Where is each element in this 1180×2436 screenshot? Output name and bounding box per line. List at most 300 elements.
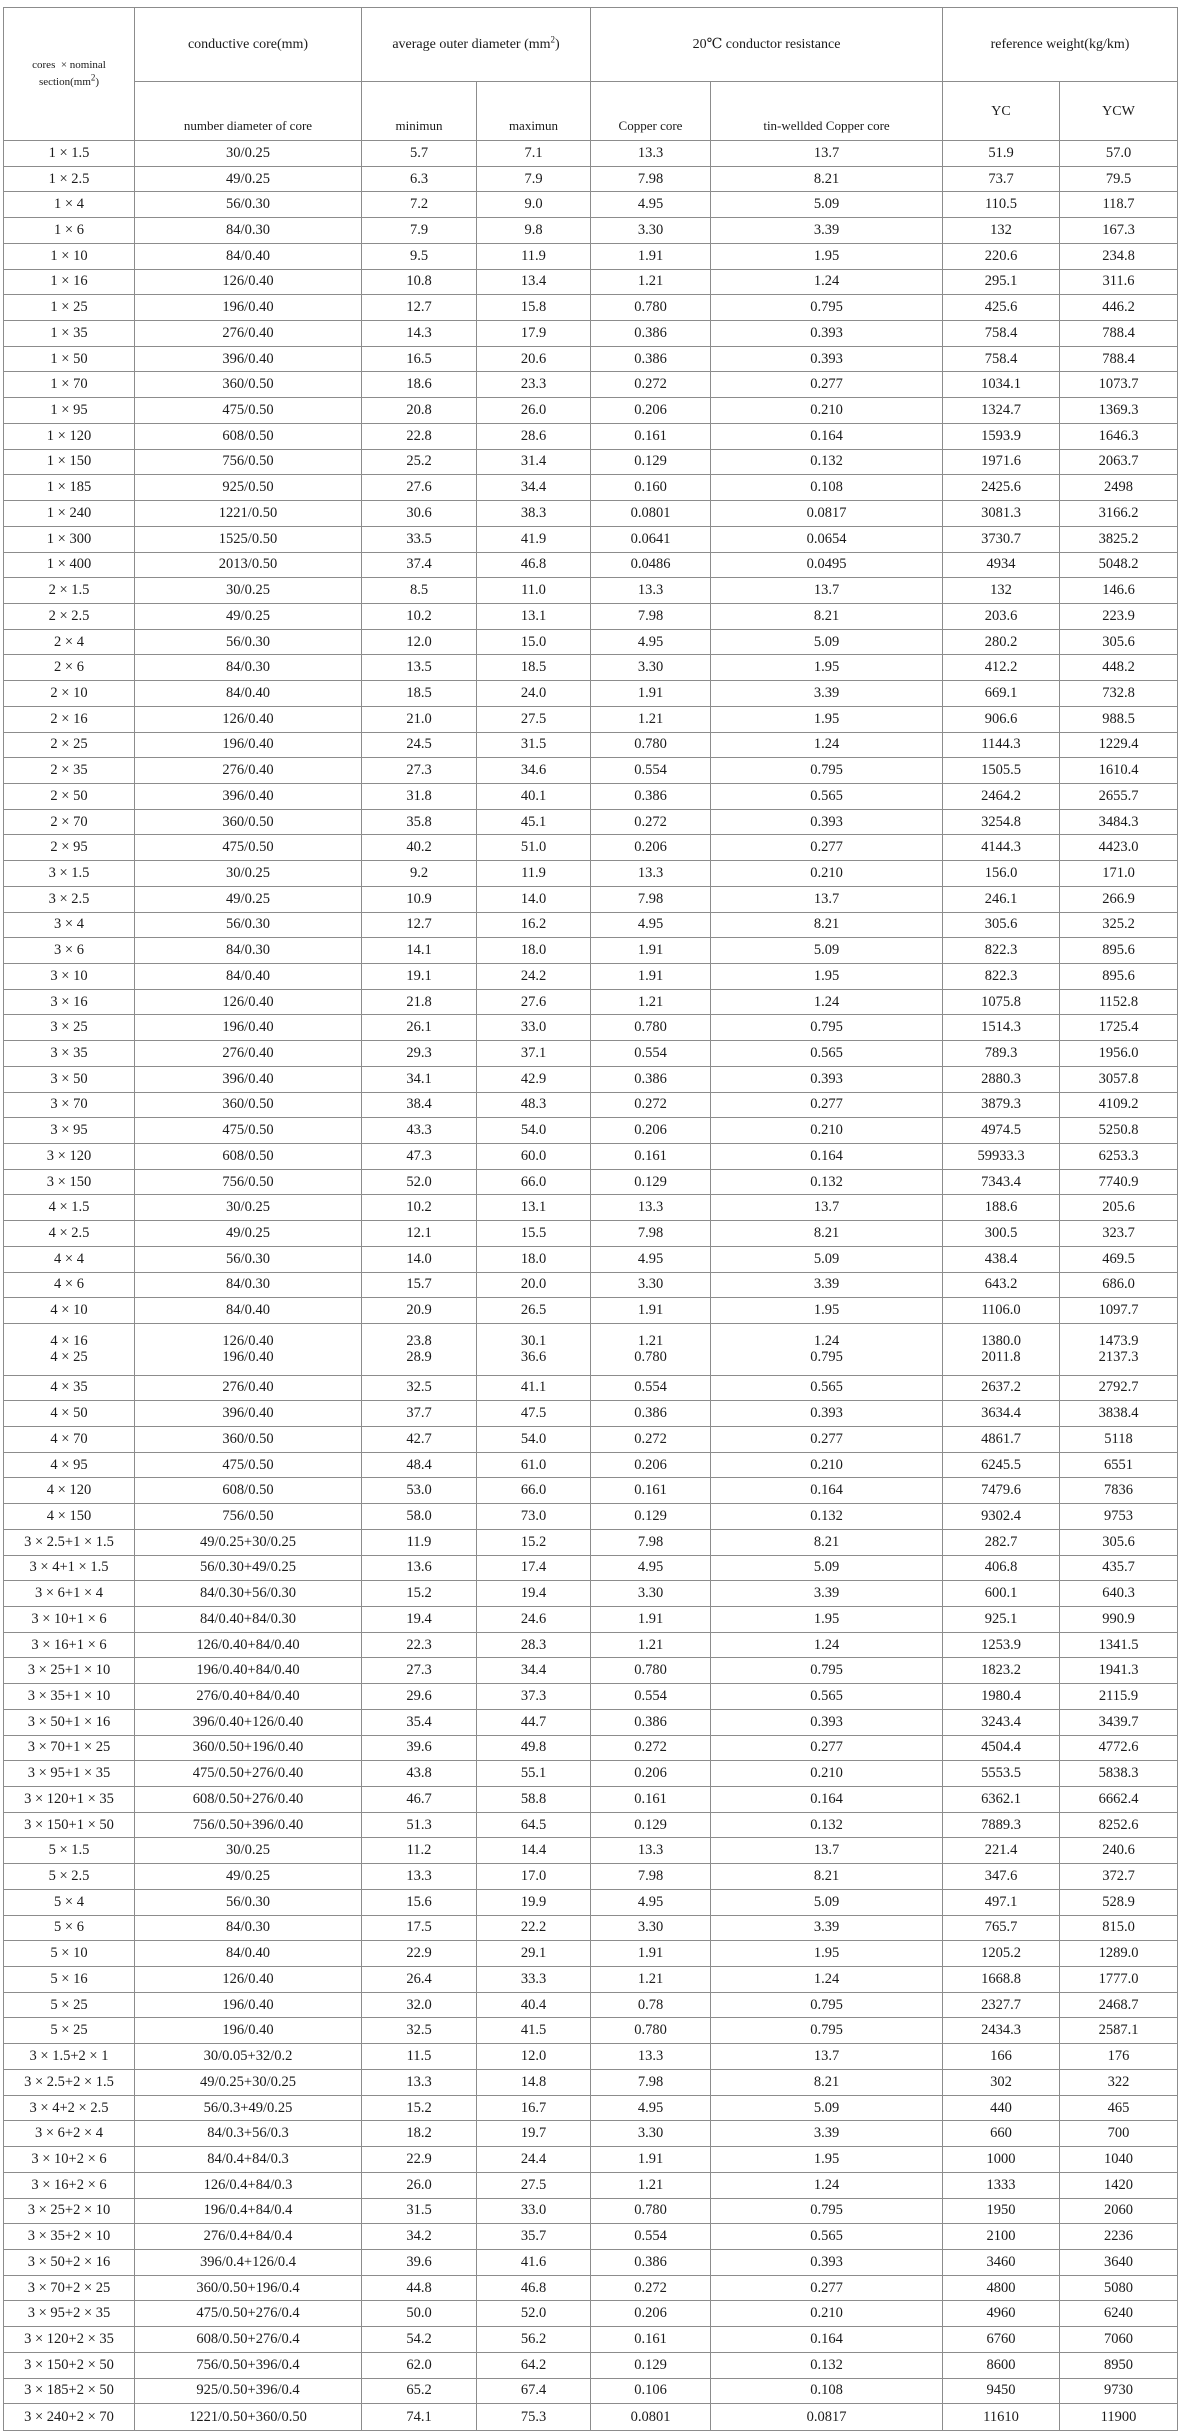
cell-weight-yc: 1505.5 (943, 758, 1060, 784)
cell-core-diameter: 49/0.25 (135, 603, 362, 629)
cell-copper-resistance: 1.21 (591, 706, 711, 732)
cell-core-diameter: 925/0.50 (135, 475, 362, 501)
cell-weight-yc: 438.4 (943, 1246, 1060, 1272)
cell-tin-resistance: 13.7 (711, 141, 943, 167)
cell-max-diameter: 19.9 (477, 1889, 591, 1915)
cell-core-diameter: 1221/0.50 (135, 501, 362, 527)
cell-weight-yc: 4960 (943, 2301, 1060, 2327)
cell-max-diameter: 7.1 (477, 141, 591, 167)
cell-core-diameter: 276/0.40 (135, 321, 362, 347)
table-row (4, 1709, 1178, 1735)
cell-weight-ycw: 146.6 (1060, 578, 1178, 604)
table-row (4, 758, 1178, 784)
cell-tin-resistance: 13.7 (711, 1195, 943, 1221)
cell-weight-yc: 3879.3 (943, 1092, 1060, 1118)
cell-core-diameter: 276/0.40+84/0.40 (135, 1684, 362, 1710)
cell-cores-section: 1 × 300 (4, 526, 135, 552)
cell-min-diameter: 13.3 (362, 2069, 477, 2095)
cell-weight-yc: 2464.2 (943, 783, 1060, 809)
cell-tin-resistance: 1.24 (711, 732, 943, 758)
cell-copper-resistance: 0.554 (591, 1375, 711, 1401)
cell-max-diameter: 48.3 (477, 1092, 591, 1118)
cell-weight-yc: 347.6 (943, 1864, 1060, 1890)
header-ycw: YCW (1060, 82, 1178, 141)
cell-cores-section: 3 × 120+1 × 35 (4, 1787, 135, 1813)
cell-core-diameter: 925/0.50+396/0.4 (135, 2378, 362, 2404)
cell-min-diameter: 15.2 (362, 1581, 477, 1607)
cell-min-diameter: 7.2 (362, 192, 477, 218)
cell-weight-yc: 1205.2 (943, 1941, 1060, 1967)
cell-min-diameter: 27.3 (362, 1658, 477, 1684)
table-row (4, 1246, 1178, 1272)
cell-min-diameter: 54.2 (362, 2327, 477, 2353)
cell-tin-resistance: 0.164 (711, 1478, 943, 1504)
cell-max-diameter: 34.4 (477, 1658, 591, 1684)
table-row (4, 1401, 1178, 1427)
cell-copper-resistance: 4.95 (591, 1246, 711, 1272)
cell-weight-ycw: 6253.3 (1060, 1144, 1178, 1170)
cell-weight-ycw: 435.7 (1060, 1555, 1178, 1581)
table-row (4, 861, 1178, 887)
cell-cores-section: 1 × 400 (4, 552, 135, 578)
cell-cores-section: 2 × 95 (4, 835, 135, 861)
cell-cores-section: 5 × 16 (4, 1967, 135, 1993)
cell-min-diameter: 10.9 (362, 886, 477, 912)
cell-cores-section: 2 × 2.5 (4, 603, 135, 629)
cell-weight-yc: 3243.4 (943, 1709, 1060, 1735)
cell-max-diameter: 54.0 (477, 1118, 591, 1144)
cell-weight-ycw: 2236 (1060, 2224, 1178, 2250)
cell-max-diameter: 15.5 (477, 1221, 591, 1247)
cell-weight-yc: 4861.7 (943, 1426, 1060, 1452)
cell-weight-yc: 220.6 (943, 243, 1060, 269)
cell-tin-resistance: 1.24 (711, 2172, 943, 2198)
cell-core-diameter: 56/0.30 (135, 912, 362, 938)
table-row (4, 321, 1178, 347)
cell-max-diameter: 11.9 (477, 243, 591, 269)
cell-max-diameter: 64.2 (477, 2352, 591, 2378)
cell-core-diameter: 475/0.50+276/0.40 (135, 1761, 362, 1787)
cell-cores-section: 3 × 6+1 × 4 (4, 1581, 135, 1607)
cell-weight-yc: 6245.5 (943, 1452, 1060, 1478)
cell-weight-ycw: 3640 (1060, 2249, 1178, 2275)
cell-copper-resistance: 0.161 (591, 2327, 711, 2353)
cell-max-diameter: 45.1 (477, 809, 591, 835)
table-row (4, 243, 1178, 269)
table-row (4, 809, 1178, 835)
cell-cores-section: 5 × 25 (4, 2018, 135, 2044)
cell-cores-section: 3 × 25+2 × 10 (4, 2198, 135, 2224)
cell-cores-section: 3 × 16 (4, 989, 135, 1015)
cell-cores-section: 4 × 70 (4, 1426, 135, 1452)
header-maximum: maximun (477, 82, 591, 141)
cell-weight-ycw: 5080 (1060, 2275, 1178, 2301)
cell-max-diameter: 26.0 (477, 398, 591, 424)
cell-weight-ycw: 234.8 (1060, 243, 1178, 269)
cell-weight-yc: 669.1 (943, 681, 1060, 707)
cell-min-diameter: 22.3 (362, 1632, 477, 1658)
cell-max-diameter: 33.0 (477, 2198, 591, 2224)
cell-core-diameter: 396/0.4+126/0.4 (135, 2249, 362, 2275)
cell-weight-yc: 412.2 (943, 655, 1060, 681)
cell-weight-ycw: 5048.2 (1060, 552, 1178, 578)
cell-tin-resistance: 0.132 (711, 1504, 943, 1530)
cell-cores-section: 3 × 240+2 × 70 (4, 2404, 135, 2431)
cell-tin-resistance: 0.108 (711, 2378, 943, 2404)
cell-min-diameter: 15.2 (362, 2095, 477, 2121)
table-row (4, 886, 1178, 912)
cell-cores-section: 5 × 6 (4, 1915, 135, 1941)
cell-cores-section: 3 × 16+1 × 6 (4, 1632, 135, 1658)
cell-tin-resistance: 8.21 (711, 1221, 943, 1247)
cell-weight-yc: 300.5 (943, 1221, 1060, 1247)
cell-weight-ycw: 1941.3 (1060, 1658, 1178, 1684)
cell-core-diameter: 30/0.05+32/0.2 (135, 2044, 362, 2070)
cell-core-diameter: 56/0.30 (135, 629, 362, 655)
cell-copper-resistance: 0.554 (591, 1684, 711, 1710)
cell-weight-ycw: 240.6 (1060, 1838, 1178, 1864)
cell-min-diameter: 32.5 (362, 1375, 477, 1401)
cell-copper-resistance: 0.129 (591, 1812, 711, 1838)
cell-core-diameter: 84/0.3+56/0.3 (135, 2121, 362, 2147)
cell-max-diameter: 41.9 (477, 526, 591, 552)
cell-copper-resistance: 4.95 (591, 629, 711, 655)
cell-core-diameter: 396/0.40 (135, 1066, 362, 1092)
cell-copper-resistance: 7.98 (591, 2069, 711, 2095)
cell-copper-resistance: 13.3 (591, 578, 711, 604)
cell-weight-yc: 7343.4 (943, 1169, 1060, 1195)
table-row (4, 912, 1178, 938)
cell-core-diameter: 56/0.30 (135, 1889, 362, 1915)
cell-max-diameter: 24.2 (477, 964, 591, 990)
cell-tin-resistance: 13.7 (711, 1838, 943, 1864)
cell-weight-yc: 1144.3 (943, 732, 1060, 758)
cell-copper-resistance: 0.161 (591, 1787, 711, 1813)
cell-min-diameter: 47.3 (362, 1144, 477, 1170)
cell-min-diameter: 14.0 (362, 1246, 477, 1272)
cell-min-diameter: 26.1 (362, 1015, 477, 1041)
cell-core-diameter: 84/0.40 (135, 243, 362, 269)
cell-weight-yc: 9450 (943, 2378, 1060, 2404)
table-row (4, 2404, 1178, 2431)
cell-weight-yc: 906.6 (943, 706, 1060, 732)
cell-min-diameter: 31.5 (362, 2198, 477, 2224)
table-row (4, 706, 1178, 732)
cell-core-diameter: 126/0.40 (135, 1967, 362, 1993)
cell-tin-resistance: 5.09 (711, 938, 943, 964)
cell-tin-resistance: 0.565 (711, 2224, 943, 2250)
cell-cores-section: 1 × 50 (4, 346, 135, 372)
header-average-outer-diameter: average outer diameter $(mm^2)$ (362, 8, 591, 82)
cell-copper-resistance: 0.0641 (591, 526, 711, 552)
cell-tin-resistance: 8.21 (711, 603, 943, 629)
cell-min-diameter: 13.3 (362, 1864, 477, 1890)
cell-weight-yc: 73.7 (943, 166, 1060, 192)
cell-weight-ycw: 3166.2 (1060, 501, 1178, 527)
cell-min-diameter: 5.7 (362, 141, 477, 167)
cell-weight-yc: 1971.6 (943, 449, 1060, 475)
cell-weight-yc: 1593.9 (943, 423, 1060, 449)
cell-min-diameter: 26.0 (362, 2172, 477, 2198)
cell-core-diameter: 475/0.50 (135, 835, 362, 861)
cell-weight-ycw: 3484.3 (1060, 809, 1178, 835)
cell-max-diameter: 19.7 (477, 2121, 591, 2147)
cell-tin-resistance: 1.95 (711, 243, 943, 269)
cell-weight-yc: 3254.8 (943, 809, 1060, 835)
cell-cores-section: 3 × 150 (4, 1169, 135, 1195)
cell-copper-resistance: 7.98 (591, 1529, 711, 1555)
cell-weight-ycw: 6551 (1060, 1452, 1178, 1478)
table-row (4, 2044, 1178, 2070)
cell-cores-section: 4 × 120 (4, 1478, 135, 1504)
cell-weight-ycw: 1152.8 (1060, 989, 1178, 1015)
table-row (4, 1915, 1178, 1941)
cell-min-diameter: 44.8 (362, 2275, 477, 2301)
cell-weight-ycw: 5838.3 (1060, 1761, 1178, 1787)
cell-min-diameter: 13.6 (362, 1555, 477, 1581)
cell-max-diameter: 13.4 (477, 269, 591, 295)
cell-core-diameter: 360/0.50 (135, 372, 362, 398)
table-header (4, 8, 1178, 141)
cell-tin-resistance: 8.21 (711, 2069, 943, 2095)
cell-weight-yc: 4144.3 (943, 835, 1060, 861)
cell-tin-resistance: 1.24 (711, 989, 943, 1015)
cell-copper-resistance: 0.780 (591, 1658, 711, 1684)
cell-tin-resistance: 0.393 (711, 809, 943, 835)
cell-weight-yc: 302 (943, 2069, 1060, 2095)
cell-min-diameter: 12.7 (362, 295, 477, 321)
cell-cores-section: 1 × 16 (4, 269, 135, 295)
cell-tin-resistance: 0.795 (711, 2198, 943, 2224)
table-row (4, 938, 1178, 964)
cell-max-diameter: 49.8 (477, 1735, 591, 1761)
cell-core-diameter: 84/0.40 (135, 1298, 362, 1324)
table-row (4, 732, 1178, 758)
cell-copper-resistance: 4.95 (591, 2095, 711, 2121)
cell-tin-resistance: 5.09 (711, 1246, 943, 1272)
table-row (4, 1298, 1178, 1324)
table-row (4, 835, 1178, 861)
cell-tin-resistance: 0.565 (711, 1684, 943, 1710)
cell-weight-yc: 132 (943, 218, 1060, 244)
cell-core-diameter: 49/0.25 (135, 1221, 362, 1247)
cell-core-diameter: 30/0.25 (135, 1195, 362, 1221)
cell-weight-yc: 425.6 (943, 295, 1060, 321)
cell-weight-ycw: 3825.2 (1060, 526, 1178, 552)
cell-cores-section: 4 × 4 (4, 1246, 135, 1272)
cell-cores-section: 3 × 120+2 × 35 (4, 2327, 135, 2353)
cell-cores-section: 3 × 2.5+2 × 1.5 (4, 2069, 135, 2095)
cell-weight-ycw: 57.0 (1060, 141, 1178, 167)
table-row (4, 681, 1178, 707)
cell-min-diameter: 24.5 (362, 732, 477, 758)
cell-cores-section: 1 × 150 (4, 449, 135, 475)
table-row (4, 1992, 1178, 2018)
cell-weight-ycw: 4423.0 (1060, 835, 1178, 861)
cell-weight-yc: 59933.3 (943, 1144, 1060, 1170)
table-row (4, 141, 1178, 167)
cell-min-diameter: 32.5 (362, 2018, 477, 2044)
cell-min-diameter: 50.0 (362, 2301, 477, 2327)
cell-weight-ycw: 5250.8 (1060, 1118, 1178, 1144)
table-row (4, 1452, 1178, 1478)
cell-core-diameter: 84/0.30 (135, 218, 362, 244)
cell-tin-resistance: 0.132 (711, 2352, 943, 2378)
cell-cores-section: 2 × 70 (4, 809, 135, 835)
cell-min-diameter: 53.0 (362, 1478, 477, 1504)
cell-min-diameter: 22.9 (362, 2147, 477, 2173)
cell-cores-section: 3 × 6+2 × 4 (4, 2121, 135, 2147)
cell-max-diameter: 34.4 (477, 475, 591, 501)
cell-tin-resistance: 3.39 (711, 1915, 943, 1941)
cell-max-diameter: 14.4 (477, 1838, 591, 1864)
cell-weight-yc: 11610 (943, 2404, 1060, 2431)
cell-min-diameter: 10.2 (362, 1195, 477, 1221)
cell-weight-ycw: 895.6 (1060, 964, 1178, 990)
cell-core-diameter: 475/0.50+276/0.4 (135, 2301, 362, 2327)
cell-weight-ycw: 700 (1060, 2121, 1178, 2147)
cell-copper-resistance: 0.780 (591, 1015, 711, 1041)
cell-weight-ycw: 1610.4 (1060, 758, 1178, 784)
cell-weight-ycw: 3057.8 (1060, 1066, 1178, 1092)
cell-core-diameter: 196/0.40 (135, 1015, 362, 1041)
cell-copper-resistance: 0.386 (591, 783, 711, 809)
table-row (4, 2301, 1178, 2327)
cell-copper-resistance: 0.386 (591, 1401, 711, 1427)
cell-cores-section: 2 × 50 (4, 783, 135, 809)
cell-cores-section: 2 × 4 (4, 629, 135, 655)
table-row (4, 1221, 1178, 1247)
cell-cores-section: 3 × 2.5 (4, 886, 135, 912)
cell-weight-ycw: 8950 (1060, 2352, 1178, 2378)
cell-weight-ycw: 1229.4 (1060, 732, 1178, 758)
cell-tin-resistance: 0.0817 (711, 501, 943, 527)
cell-copper-resistance: 0.206 (591, 1452, 711, 1478)
cell-copper-resistance: 0.129 (591, 449, 711, 475)
cell-max-diameter: 40.4 (477, 1992, 591, 2018)
cell-max-diameter: 40.1 (477, 783, 591, 809)
cell-max-diameter: 17.9 (477, 321, 591, 347)
table-row (4, 1632, 1178, 1658)
table-row (4, 2147, 1178, 2173)
cell-cores-section: 3 × 95+1 × 35 (4, 1761, 135, 1787)
cell-min-diameter: 8.5 (362, 578, 477, 604)
cell-max-diameter: 12.0 (477, 2044, 591, 2070)
cell-copper-resistance: 1.91 (591, 2147, 711, 2173)
cell-cores-section: 3 × 50 (4, 1066, 135, 1092)
cell-core-diameter: 30/0.25 (135, 1838, 362, 1864)
cell-cores-section: 4 × 35 (4, 1375, 135, 1401)
table-row (4, 475, 1178, 501)
cell-max-diameter: 24.4 (477, 2147, 591, 2173)
cell-weight-ycw: 305.6 (1060, 629, 1178, 655)
cell-cores-section: 3 × 4 (4, 912, 135, 938)
cell-weight-yc: 3730.7 (943, 526, 1060, 552)
cell-cores-section: 4 × 1.5 (4, 1195, 135, 1221)
cell-tin-resistance: 0.277 (711, 1426, 943, 1452)
cell-core-diameter: 126/0.40 (135, 706, 362, 732)
cell-core-diameter: 360/0.50+196/0.40 (135, 1735, 362, 1761)
cell-copper-resistance: 0.0801 (591, 501, 711, 527)
table-row (4, 1426, 1178, 1452)
cell-core-diameter: 49/0.25 (135, 1864, 362, 1890)
cell-copper-resistance: 1.91 (591, 964, 711, 990)
cell-min-diameter: 27.3 (362, 758, 477, 784)
cell-min-diameter: 58.0 (362, 1504, 477, 1530)
cell-weight-ycw: 1777.0 (1060, 1967, 1178, 1993)
cell-min-diameter: 22.9 (362, 1941, 477, 1967)
cell-cores-section: 3 × 35+1 × 10 (4, 1684, 135, 1710)
cell-min-diameter: 26.4 (362, 1967, 477, 1993)
cell-min-diameter: 39.6 (362, 1735, 477, 1761)
cell-weight-yc: 4800 (943, 2275, 1060, 2301)
cell-tin-resistance: 0.795 (711, 1015, 943, 1041)
cell-min-diameter: 30.6 (362, 501, 477, 527)
cell-max-diameter: 38.3 (477, 501, 591, 527)
cell-cores-section: 3 × 4+2 × 2.5 (4, 2095, 135, 2121)
cell-tin-resistance: 0.210 (711, 1761, 943, 1787)
cell-copper-resistance: 13.3 (591, 861, 711, 887)
header-conductive-core: conductive core(mm) (135, 8, 362, 82)
cell-copper-resistance: 0.206 (591, 835, 711, 861)
cell-cores-section: 4 × 50 (4, 1401, 135, 1427)
cell-max-diameter: 47.5 (477, 1401, 591, 1427)
cell-copper-resistance: 4.95 (591, 1555, 711, 1581)
cell-tin-resistance: 0.277 (711, 2275, 943, 2301)
header-cores-label: cores × nominal $section(mm^2)$ (32, 59, 106, 88)
cell-weight-ycw: 7836 (1060, 1478, 1178, 1504)
cell-core-diameter: 196/0.40 (135, 1992, 362, 2018)
cell-min-diameter: 29.6 (362, 1684, 477, 1710)
cell-weight-ycw: 4109.2 (1060, 1092, 1178, 1118)
cell-cores-section: 5 × 1.5 (4, 1838, 135, 1864)
cell-tin-resistance: 0.393 (711, 2249, 943, 2275)
cell-cores-section: 3 × 10 (4, 964, 135, 990)
cell-max-diameter: 13.1 (477, 603, 591, 629)
cell-min-diameter: 21.0 (362, 706, 477, 732)
cell-tin-resistance: 5.09 (711, 629, 943, 655)
cell-weight-ycw: 686.0 (1060, 1272, 1178, 1298)
cell-copper-resistance: 1.91 (591, 1298, 711, 1324)
cell-copper-resistance: 1.91 (591, 938, 711, 964)
table-row (4, 2352, 1178, 2378)
cell-cores-section: 3 × 1.5+2 × 1 (4, 2044, 135, 2070)
cell-copper-resistance: 0.386 (591, 346, 711, 372)
cell-cores-section: 1 × 70 (4, 372, 135, 398)
cell-tin-resistance: 5.09 (711, 2095, 943, 2121)
cell-weight-yc: 1106.0 (943, 1298, 1060, 1324)
cell-core-diameter: 608/0.50 (135, 1144, 362, 1170)
cell-cores-section: 5 × 4 (4, 1889, 135, 1915)
cell-max-diameter: 58.8 (477, 1787, 591, 1813)
cell-weight-yc: 2434.3 (943, 2018, 1060, 2044)
cell-min-diameter: 38.4 (362, 1092, 477, 1118)
cell-core-diameter: 608/0.50+276/0.4 (135, 2327, 362, 2353)
cell-cores-section: 3 × 95 (4, 1118, 135, 1144)
cell-max-diameter: 18.0 (477, 1246, 591, 1272)
cell-min-diameter: 18.2 (362, 2121, 477, 2147)
cell-weight-yc: 7889.3 (943, 1812, 1060, 1838)
cell-min-diameter: 43.8 (362, 1761, 477, 1787)
cell-max-diameter: 30.1 36.6 (477, 1324, 591, 1375)
cell-copper-resistance: 0.272 (591, 2275, 711, 2301)
cell-core-diameter: 49/0.25+30/0.25 (135, 1529, 362, 1555)
table-row (4, 346, 1178, 372)
cell-tin-resistance: 0.277 (711, 1092, 943, 1118)
table-row (4, 423, 1178, 449)
cell-weight-ycw: 2587.1 (1060, 2018, 1178, 2044)
cell-cores-section: 1 × 10 (4, 243, 135, 269)
